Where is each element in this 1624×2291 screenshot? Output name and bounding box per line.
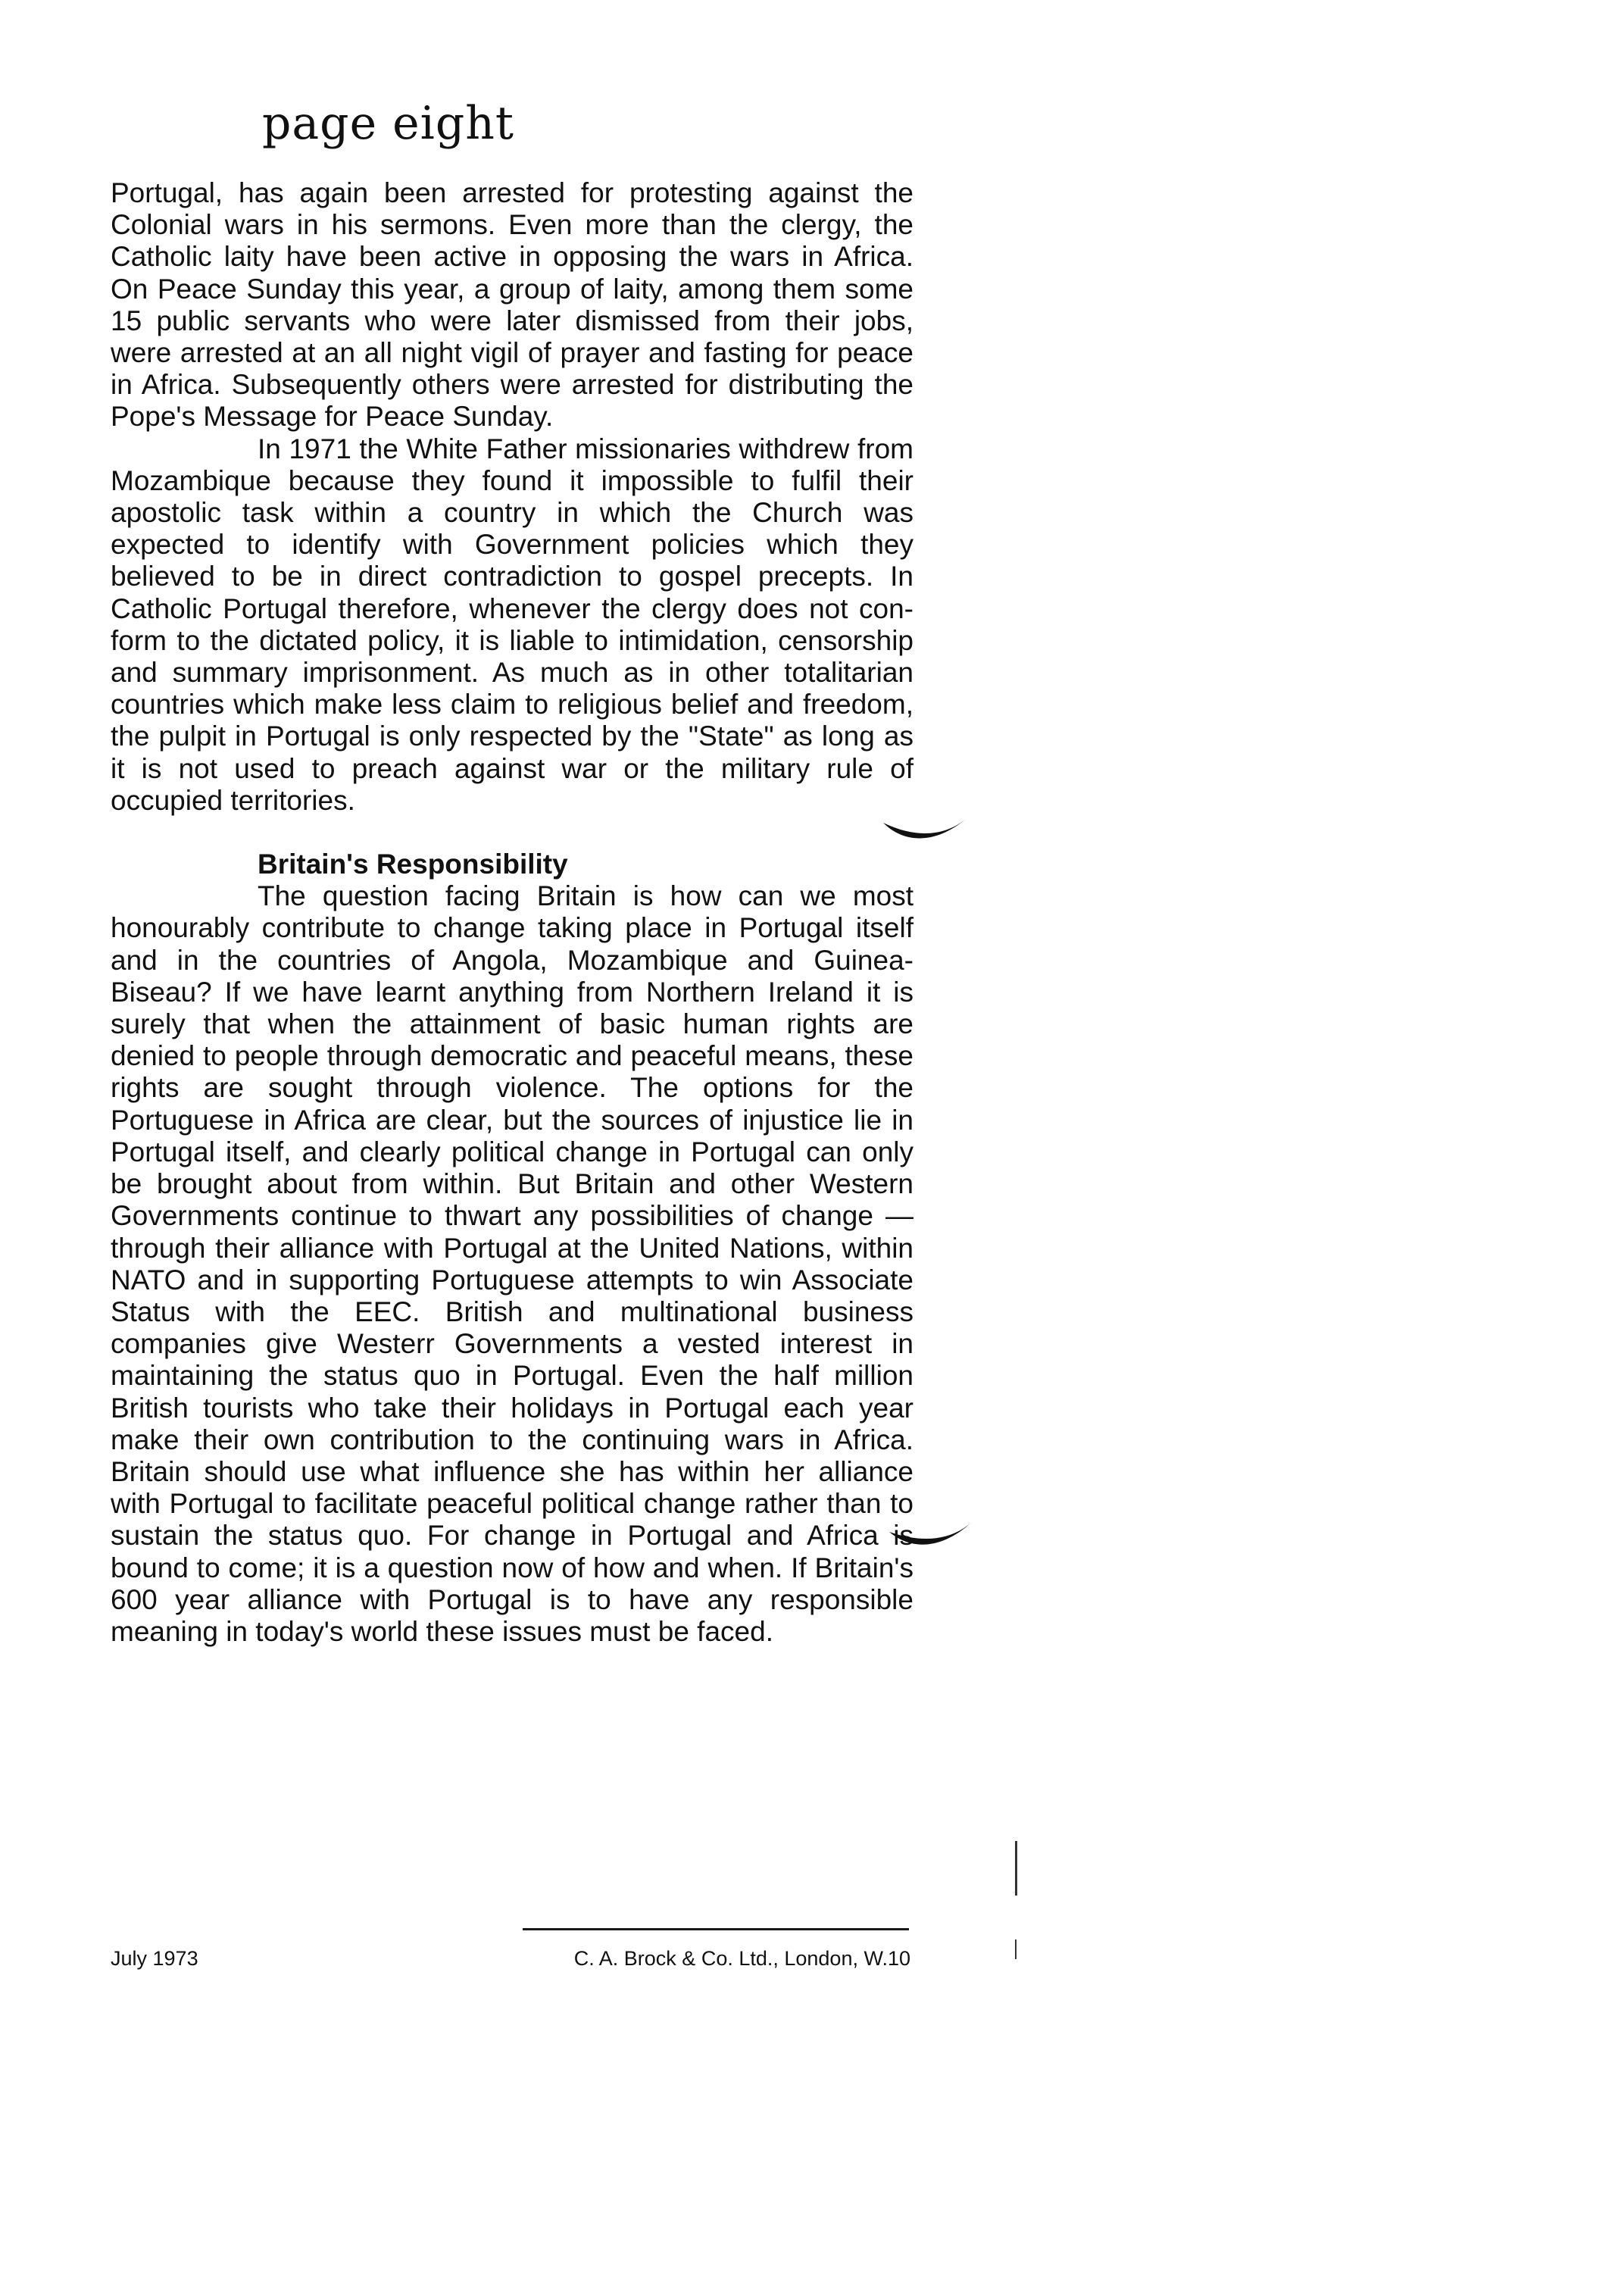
page-header: page eight: [262, 97, 515, 150]
paragraph-britains-responsibility: The question facing Britain is how can we most honourably contribute to change taking place in Portugal itself and in the countries of Angola, Mozambique and Guinea-Biseau? If we have learnt anything from Northern Ireland it is surely that when the attainment of basic human rights are denied to people through democratic and peaceful means, these rights are sought through violence. The options for the Portuguese in Africa are clear, but the sources of injustice lie in Portugal itself, and clearly political change in Portugal can only be brought about from within. But Britain and other Western Governments continue to thwart any possibilities of change — through their alliance with Portugal at the United Nations, within NATO and in supporting Portuguese attempts to win Associate Status with the EEC. British and multinational business companies give Westerr Governments a vested interest in maintaining the status quo in Portugal. Even the half million British tourists who take their holidays in Portugal each year make their own contribution to the continuing wars in Africa. Britain should use what influence she has within her alliance with Portugal to facilitate peaceful political change rather than to sustain the status quo. For change in Portugal and Africa is bound to come; it is a question now of how and when. If Britain's 600 year alliance with Portugal is to have any responsible meaning in today's world these issues must be faced.: [111, 880, 914, 1647]
footer-date: July 1973: [111, 1947, 198, 1970]
article-body: [111, 177, 914, 1648]
section-heading: Britain's Responsibility: [258, 849, 568, 880]
margin-line-mark: [1015, 1841, 1017, 1896]
margin-swoosh-mark: [886, 1515, 977, 1561]
margin-swoosh-mark: [880, 809, 971, 855]
footer-divider: [523, 1928, 909, 1930]
paragraph-white-fathers: In 1971 the White Father missionaries withdrew from Mozambique because they found it impossible to fulfil their apostolic task within a country in which the Church was expected to identify with Government policies which they believed to be in direct contradiction to gospel precepts. In Catholic Portugal therefore, whenever the clergy does not conform to the dictated policy, it is liable to intimidation, censorship and summary imprisonment. As much as in other totalitarian countries which make less claim to religious belief and freedom, the pulpit in Portugal is only respected by the "State" as long as it is not used to preach against war or the military rule of occupied territories.: [111, 433, 914, 816]
margin-line-mark: [1015, 1939, 1017, 1959]
footer-printer: C. A. Brock & Co. Ltd., London, W.10: [573, 1947, 910, 1970]
paragraph-continued: Portugal, has again been arrested for protesting against the Colonial wars in his sermons. Even more than the clergy, the Catholic laity have been active in opposing the wars in Africa. On Peace Sunday this year, a group of laity, among them some 15 public servants who were later dismissed from their jobs, were arrested at an all night vigil of prayer and fasting for peace in Africa. Subsequently others were arrested for distributing the Pope's Message for Peace Sunday.: [111, 177, 914, 433]
